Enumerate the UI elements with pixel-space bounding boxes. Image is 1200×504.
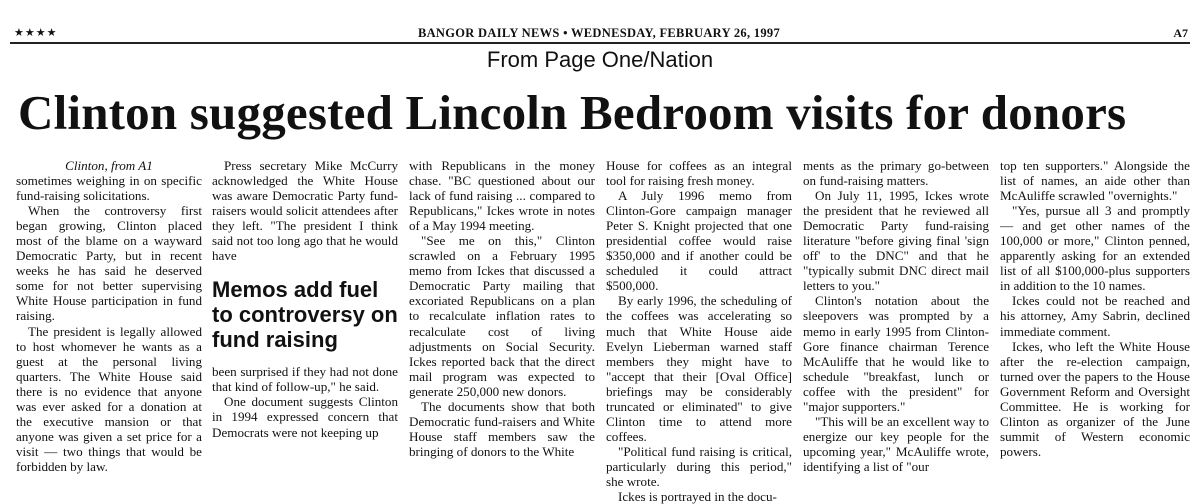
article-column-1 (16, 158, 202, 474)
section-label: From Page One/Nation (486, 47, 714, 72)
article-column-6 (1000, 158, 1190, 459)
article-column-3 (409, 158, 595, 459)
header-rule (10, 42, 1190, 44)
paragraph: Ickes, who left the White House after the re-election campaign, turned over the papers to the House Government Reform and Oversight Committee. He is working for Clinton as organizer of the June summit of Western economic powers. (1000, 338, 1190, 459)
paragraph: When the controversy first began growing, Clinton placed most of the blame on a wayward Democratic Party, but in recent weeks he has said he deserved some for not better supervising White House participation in fund raising. (16, 203, 202, 324)
headline: Clinton suggested Lincoln Bedroom visits for donors (18, 85, 1127, 140)
jump-byline: Clinton, from A1 (65, 158, 153, 173)
dateline: BANGOR DAILY NEWS • WEDNESDAY, FEBRUARY 26, 1997 (417, 26, 781, 40)
paragraph: with Republicans in the money chase. "BC questioned about our lack of fund raising ... compared to Republicans," Ickes wrote in notes of a May 1994 meeting. (409, 158, 595, 234)
article-column-2 (212, 158, 398, 440)
paragraph: By early 1996, the scheduling of the coffees was accelerating so much that White House aide Evelyn Lieberman warned staff members they might have to "accept that their [Oval Office] briefings may be considerably truncated or eliminated" to give Clinton time to attend more coffees. (606, 293, 792, 444)
paragraph: "See me on this," Clinton scrawled on a February 1995 memo from Ickes that discussed a Democratic Party mailing that excoriated Republicans on a plan to recalculate inflation rates to recalculate cost of living adjustments on Social Security. Ickes reported back that the direct mail program was expected to generate 250,000 new donors. (409, 233, 595, 399)
edition-stars: ★★★★ (14, 27, 58, 39)
paragraph: sometimes weighing in on specific fund-raising solicitations. (16, 173, 202, 204)
subheadline: Memos add fuel to controversy on fund raising (212, 277, 398, 353)
paragraph: "This will be an excellent way to energize our key people for the upcoming year," McAuliffe wrote, identifying a list of "our (803, 413, 989, 474)
paragraph: "Political fund raising is critical, particularly during this period," she wrote. (606, 443, 792, 489)
paragraph: One document suggests Clinton in 1994 expressed concern that Democrats were not keeping up (212, 394, 398, 440)
paragraph: ments as the primary go-between on fund-raising matters. (803, 158, 989, 189)
paragraph: top ten supporters." Alongside the list of names, an aide other than McAuliffe scrawled "overnights." (1000, 158, 1190, 204)
paragraph: Press secretary Mike McCurry acknowledged the White House was aware Democratic Party fund-raisers would solicit attendees after they left. "The president I think said not too long ago that he would have (212, 158, 398, 264)
paragraph: been surprised if they had not done that kind of follow-up," he said. (212, 364, 398, 395)
article-column-5 (803, 158, 989, 474)
paragraph: On July 11, 1995, Ickes wrote the president that he reviewed all Democratic Party fund-raising literature "before giving final 'sign off' to the DNC" and that he "typically submit DNC direct mail letters to you." (803, 188, 989, 294)
article-column-4 (606, 158, 792, 504)
paragraph: Ickes is portrayed in the docu- (618, 489, 777, 504)
page-number: A7 (1173, 26, 1188, 40)
paragraph: The documents show that both Democratic fund-raisers and White House staff members saw the bringing of donors to the White (409, 398, 595, 459)
page-header (10, 26, 1188, 42)
paragraph: Ickes could not be reached and his attorney, Amy Sabrin, declined immediate comment. (1000, 293, 1190, 339)
paragraph: "Yes, pursue all 3 and promptly — and get other names of the 100,000 or more," Clinton penned, apparently asking for an extended list of all $100,000-plus supporters in addition to the 10 names. (1000, 203, 1190, 294)
paragraph: The president is legally allowed to host whomever he wants as a guest at the personal living quarters. The White House said there is no evidence that anyone was ever asked for a donation at the executive mansion or that anyone was given a set price for a visit — two things that would be forbidden by law. (16, 323, 202, 474)
paragraph: A July 1996 memo from Clinton-Gore campaign manager Peter S. Knight projected that one presidential coffee would raise $350,000 and if another could be scheduled it could attract $500,000. (606, 188, 792, 294)
paragraph: House for coffees as an integral tool for raising fresh money. (606, 158, 792, 189)
paragraph: Clinton's notation about the sleepovers was prompted by a memo in early 1995 from Clinton-Gore finance chairman Terence McAuliffe that he would like to schedule "breakfast, lunch or coffee with the president" for "major supporters." (803, 293, 989, 414)
